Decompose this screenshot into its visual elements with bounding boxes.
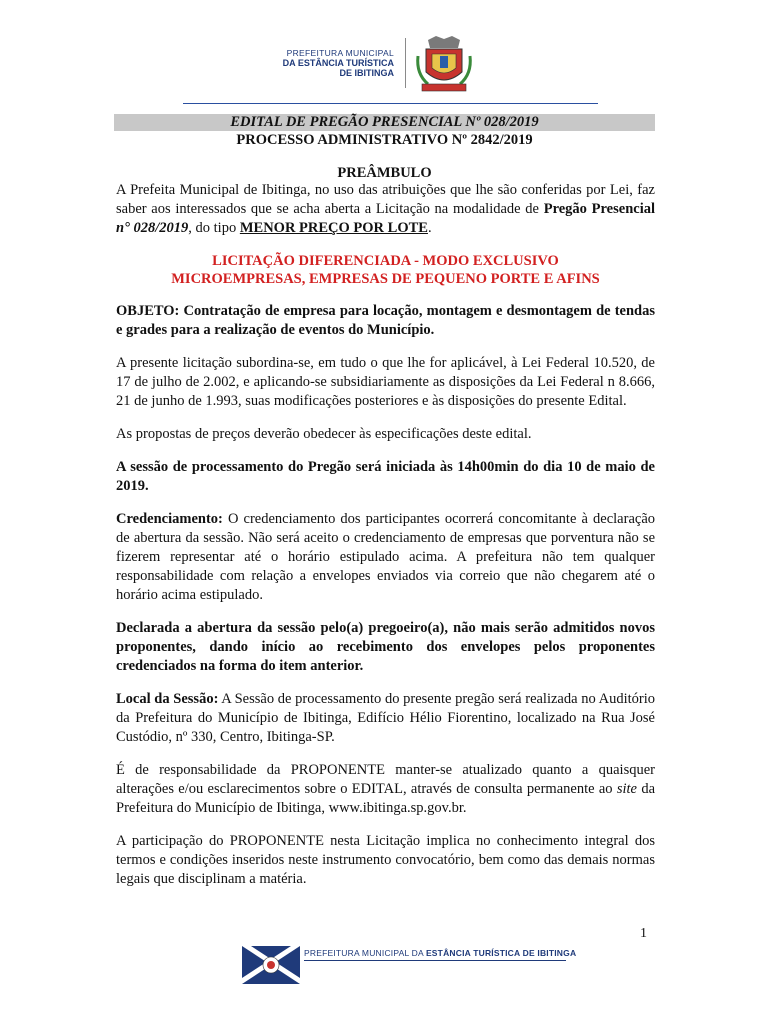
preamble-text-2: , do tipo [188, 220, 240, 236]
responsabilidade-text-2: da Prefeitura do Município de Ibitinga, www.ibitinga.sp.gov.br. [116, 781, 656, 816]
sessao-paragraph: A sessão de processamento do Pregão será iniciada às 14h00min do dia 10 de maio de 2019. [116, 459, 655, 494]
preamble-modality: Pregão Presencial [543, 201, 655, 217]
declarada-paragraph: Declarada a abertura da sessão pelo(a) pregoeiro(a), não mais serão admitidos novos proponentes, dando início ao recebimento dos envelopes pelos proponentes credenciados na forma do item anterior. [116, 620, 655, 674]
local-text: A Sessão de processamento do presente pregão será realizada no Auditório da Prefeitura do Município de Ibitinga, Edifício Hélio Fiorentino, localizado na Rua José Custódio, nº 330, Centro, Ibitinga-SP. [116, 691, 655, 745]
credenciamento-text: O credenciamento dos participantes ocorrerá concomitante à declaração de abertura da sessão. Não será aceito o credenciamento de empresas que porventura não se fizerem representar até o horário estipulado acima. A prefeitura não tem qualquer responsabilidade com relação a envelopes enviados via correio que não chegarem até o horário acima estipulado. [116, 511, 655, 603]
credenciamento-paragraph [116, 510, 655, 605]
footer-title [304, 948, 576, 958]
document-subtitle: PROCESSO ADMINISTRATIVO Nº 2842/2019 [236, 132, 533, 148]
preamble-number: n° 028/2019 [116, 220, 189, 236]
municipal-flag-icon [242, 946, 300, 984]
credenciamento-label: Credenciamento: [116, 511, 223, 527]
header-institution-name [250, 48, 394, 78]
preamble-type: MENOR PREÇO POR LOTE [239, 220, 428, 236]
propostas-paragraph: As propostas de preços deverão obedecer às especificações deste edital. [116, 426, 532, 442]
lei-paragraph: A presente licitação subordina-se, em tudo o que lhe for aplicável, à Lei Federal 10.520, de 17 de julho de 2.002, e aplicando-se subsidiariamente as disposições da Lei Federal n 8.666, 21 de junho de 1.993, suas modificações posteriores e às disposições do presente Edital. [116, 355, 655, 409]
responsabilidade-site: site [616, 781, 637, 797]
page-header [0, 30, 770, 90]
participacao-paragraph: A participação do PROPONENTE nesta Licitação implica no conhecimento integral dos termos e condições inseridos neste instrumento convocatório, bem como das demais normas legais que disciplinam a matéria. [116, 833, 655, 887]
header-rule [183, 103, 598, 104]
exclusive-notice [116, 252, 655, 288]
document-title: EDITAL DE PREGÃO PRESENCIAL Nº 028/2019 [114, 114, 655, 131]
preamble-end: . [427, 220, 432, 236]
document-body [116, 181, 655, 903]
local-paragraph [116, 690, 655, 747]
objeto-paragraph: OBJETO: Contratação de empresa para locação, montagem e desmontagem de tendas e grades para a realização de eventos do Município. [116, 303, 655, 338]
coat-of-arms-icon [414, 34, 474, 96]
header-line-1: PREFEITURA MUNICIPAL [286, 48, 394, 58]
page-footer [0, 944, 770, 1014]
page-number: 1 [640, 926, 647, 941]
header-line-2: DA ESTÂNCIA TURÍSTICA [282, 58, 394, 68]
header-line-3: DE IBITINGA [339, 68, 394, 78]
responsabilidade-text-1: É de responsabilidade da PROPONENTE manter-se atualizado quanto a quaisquer alterações e/ou esclarecimentos sobre o EDITAL, através de consulta permanente ao [116, 762, 655, 797]
footer-title-a: PREFEITURA MUNICIPAL DA [304, 948, 426, 958]
preamble-text-1: A Prefeita Municipal de Ibitinga, no uso das atribuições que lhe são conferidas por Lei, faz saber aos interessados que se acha aberta a Licitação na modalidade de [116, 182, 655, 217]
header-separator [405, 38, 406, 88]
footer-rule [304, 960, 566, 961]
preamble-heading: PREÂMBULO [337, 165, 432, 181]
exclusive-notice-line-2: MICROEMPRESAS, EMPRESAS DE PEQUENO PORTE E AFINS [171, 271, 600, 287]
local-label: Local da Sessão: [116, 691, 219, 707]
responsabilidade-paragraph [116, 761, 655, 818]
preamble-paragraph [116, 181, 655, 238]
exclusive-notice-line-1: LICITAÇÃO DIFERENCIADA - MODO EXCLUSIVO [212, 253, 559, 269]
footer-title-b: ESTÂNCIA TURÍSTICA DE IBITINGA [425, 948, 577, 958]
